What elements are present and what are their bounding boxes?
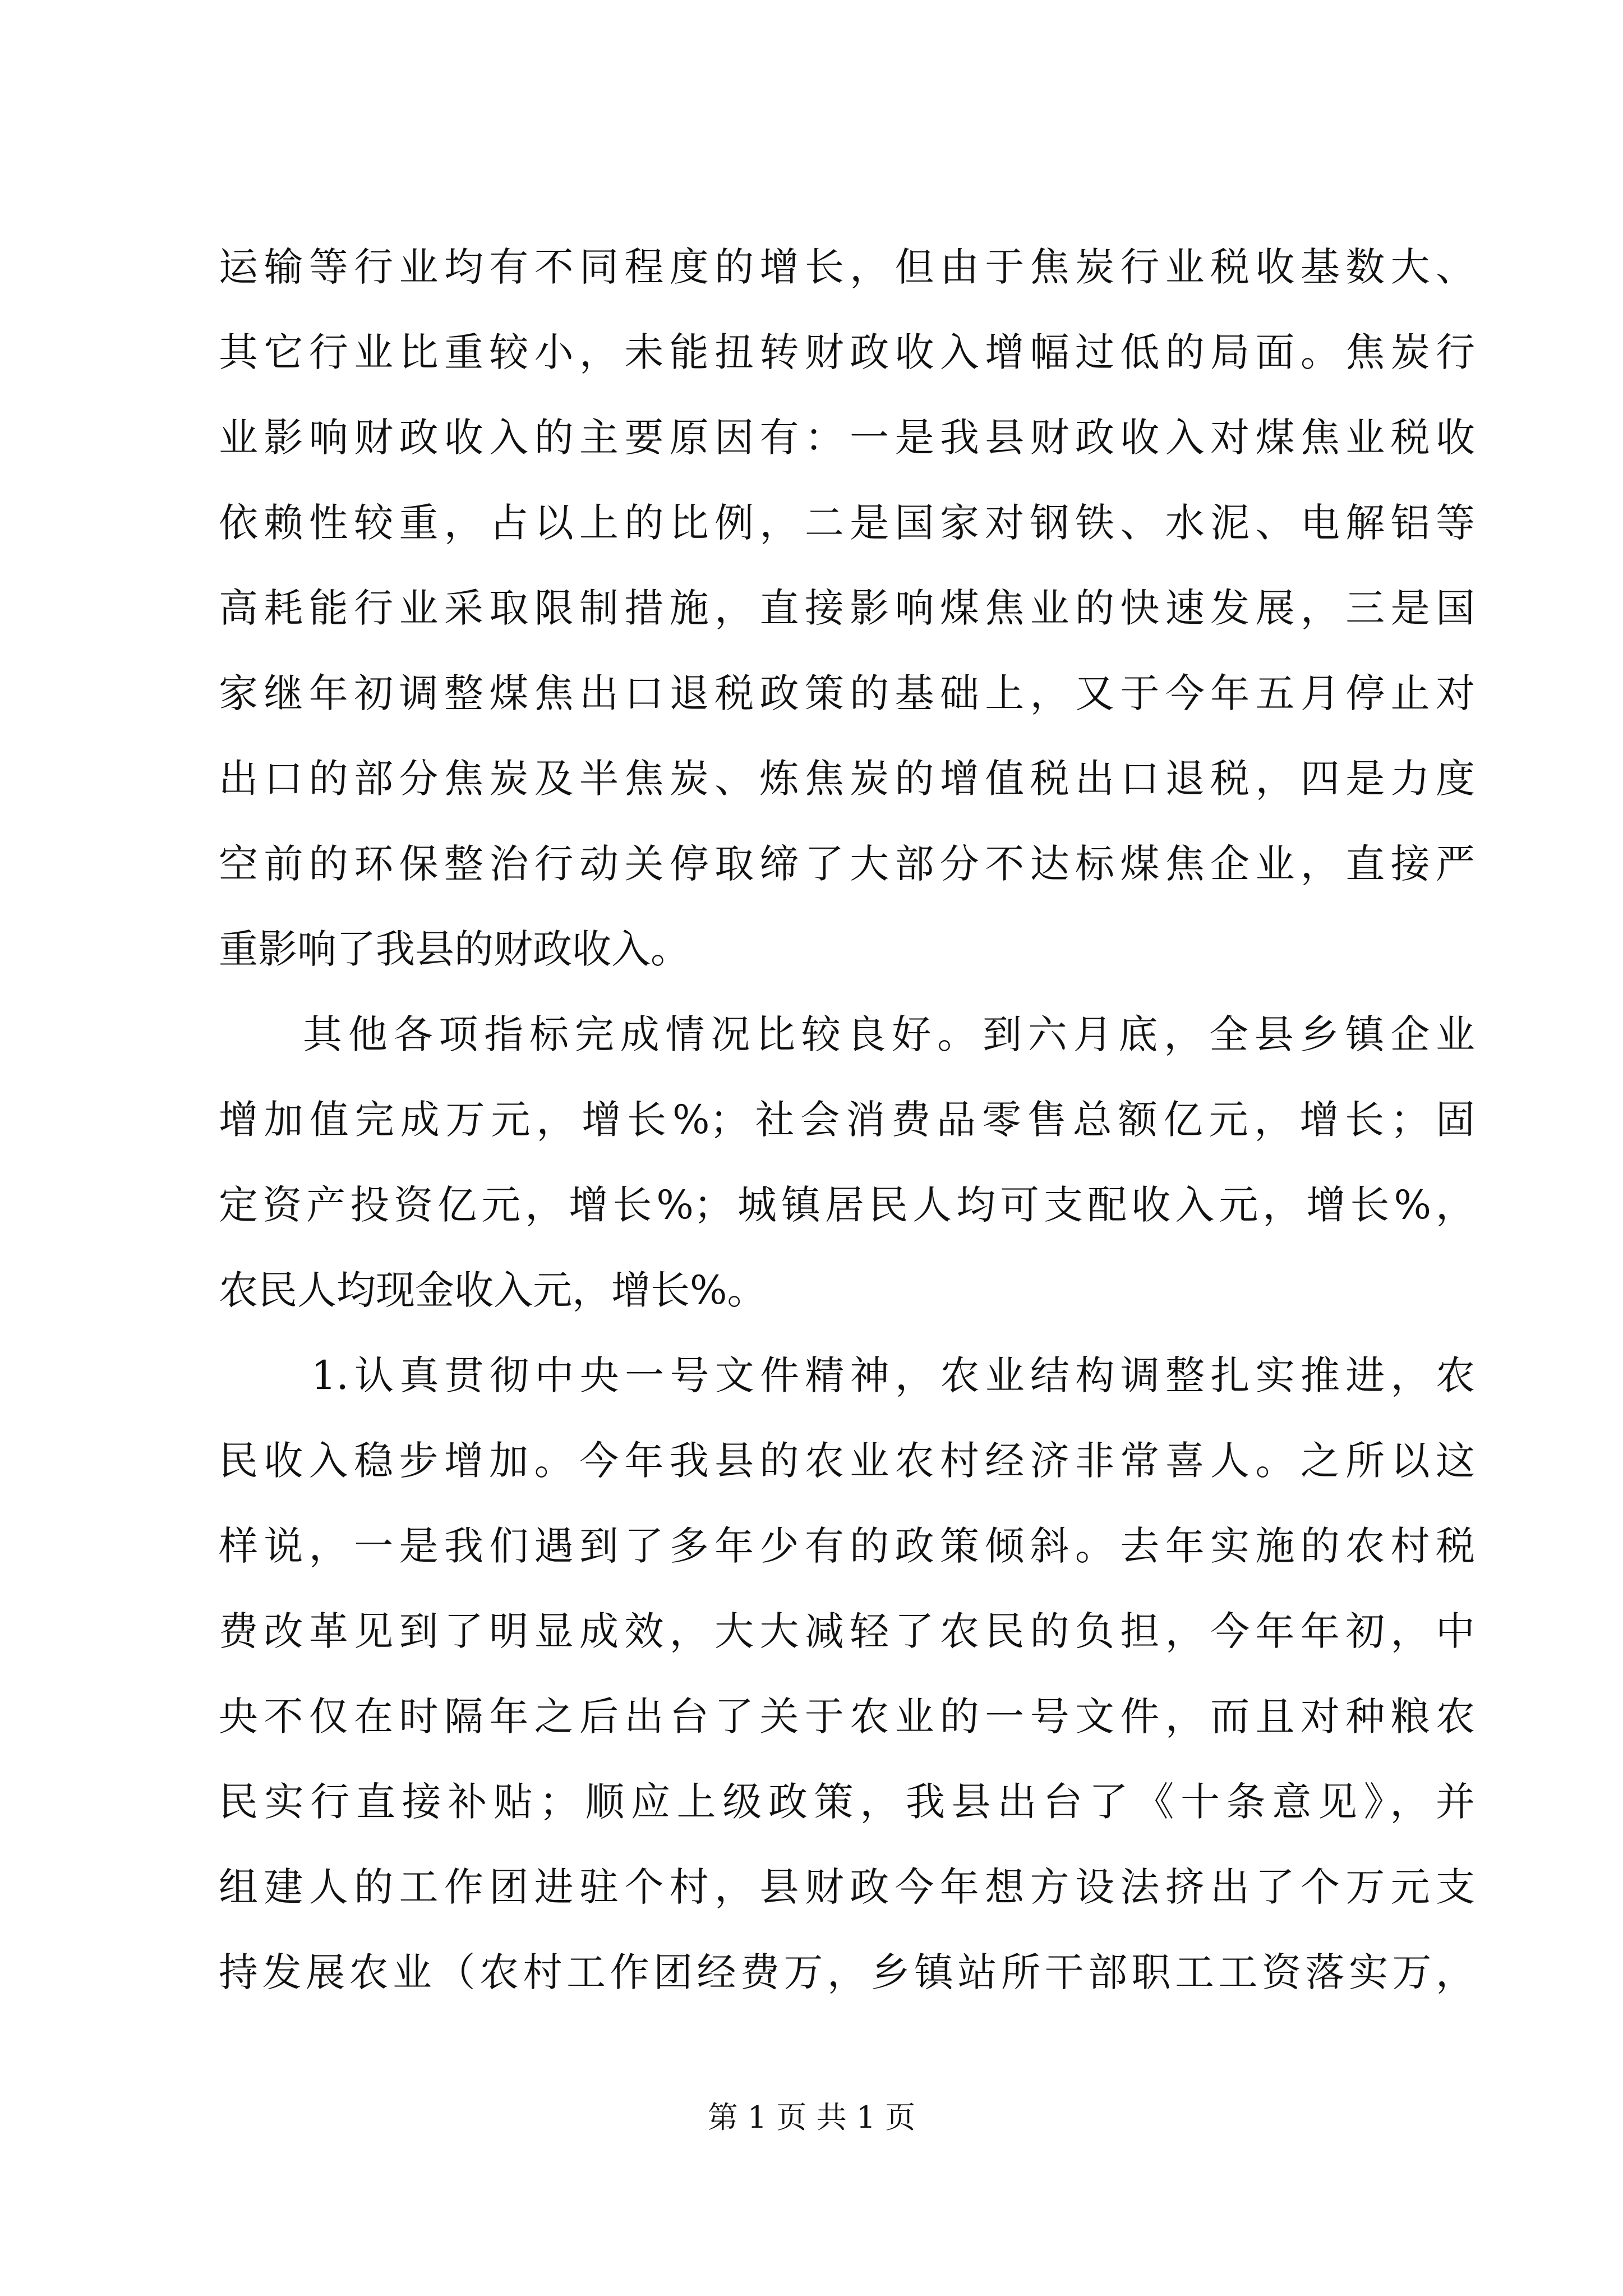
text-line: 农民人均现金收入元，增长%。 — [219, 1267, 767, 1313]
text-line: 费改革见到了明显成效，大大减轻了农民的负担，今年年初，中 — [219, 1608, 1475, 1654]
text-line: 央不仅在时隔年之后出台了关于农业的一号文件，而且对种粮农 — [219, 1694, 1475, 1740]
text-line: 家继年初调整煤焦出口退税政策的基础上，又于今年五月停止对 — [219, 670, 1475, 716]
text-line: 其他各项指标完成情况比较良好。到六月底，全县乡镇企业 — [303, 1011, 1475, 1057]
text-line: 定资产投资亿元，增长%；城镇居民人均可支配收入元，增长%， — [219, 1182, 1475, 1228]
page-footer — [0, 2095, 1623, 2140]
text-line: 出口的部分焦炭及半焦炭、炼焦炭的增值税出口退税，四是力度 — [219, 756, 1475, 802]
text-line: 组建人的工作团进驻个村，县财政今年想方设法挤出了个万元支 — [219, 1864, 1475, 1910]
text-line: 空前的环保整治行动关停取缔了大部分不达标煤焦企业，直接严 — [219, 841, 1475, 887]
text-line: 高耗能行业采取限制措施，直接影响煤焦业的快速发展，三是国 — [219, 585, 1475, 631]
text-line: 重影响了我县的财政收入。 — [219, 926, 690, 972]
text-line: 增加值完成万元，增长%；社会消费品零售总额亿元，增长；固 — [219, 1097, 1475, 1143]
text-line: 持发展农业（农村工作团经费万，乡镇站所干部职工工资落实万， — [219, 1949, 1475, 1995]
text-line: 样说，一是我们遇到了多年少有的政策倾斜。去年实施的农村税 — [219, 1523, 1475, 1569]
text-line: 运输等行业均有不同程度的增长，但由于焦炭行业税收基数大、 — [219, 244, 1475, 290]
text-line: 其它行业比重较小，未能扭转财政收入增幅过低的局面。焦炭行 — [219, 329, 1475, 375]
body-text — [219, 224, 1475, 2015]
text-line: 业影响财政收入的主要原因有：一是我县财政收入对煤焦业税收 — [219, 415, 1475, 461]
page-number-label: 第 1 页 共 1 页 — [707, 2100, 916, 2135]
text-line: 民实行直接补贴；顺应上级政策，我县出台了《十条意见》，并 — [219, 1779, 1475, 1825]
text-line: 1.认真贯彻中央一号文件精神，农业结构调整扎实推进，农 — [311, 1352, 1475, 1398]
text-line: 依赖性较重，占以上的比例，二是国家对钢铁、水泥、电解铝等 — [219, 500, 1475, 546]
text-line: 民收入稳步增加。今年我县的农业农村经济非常喜人。之所以这 — [219, 1438, 1475, 1484]
